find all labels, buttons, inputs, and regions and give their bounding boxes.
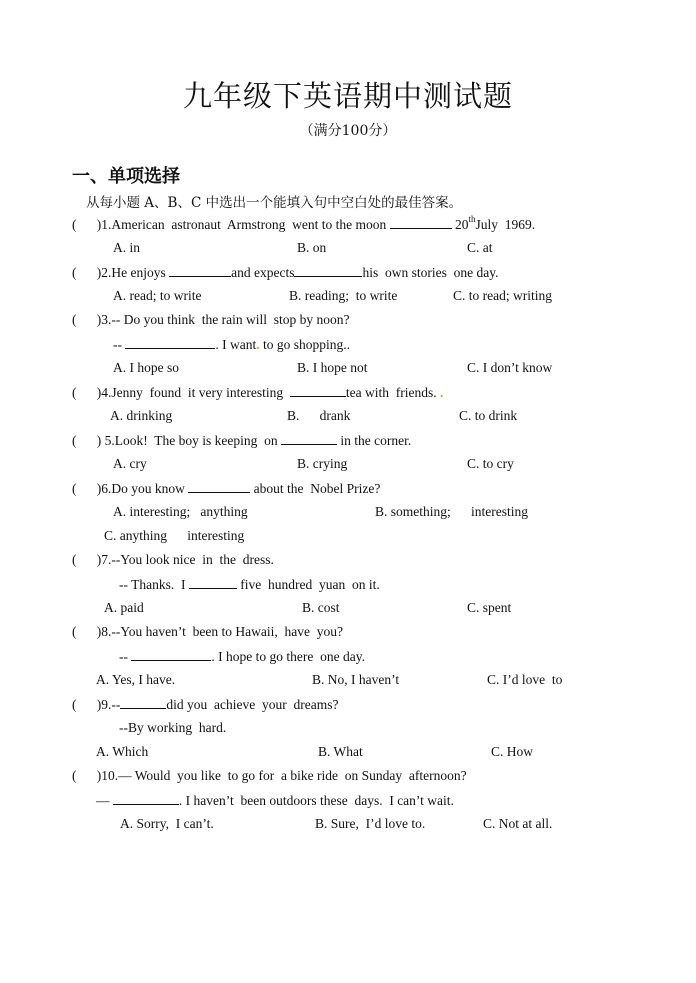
answer-blank — [131, 648, 211, 661]
option-a: A. Sorry, I can’t. — [120, 816, 214, 831]
option-c: C. at — [467, 240, 493, 255]
question-text: . I want — [215, 337, 257, 352]
option-c: C. to drink — [459, 408, 518, 423]
question-number: ( )9. — [72, 697, 112, 712]
option-a: A. I hope so — [113, 360, 179, 375]
option-b: B. No, I haven’t — [312, 672, 400, 687]
question-3-reply: -- . I want. to go shopping.. — [113, 337, 351, 352]
question-text: -- — [111, 697, 121, 712]
question-number: ( )1. — [72, 217, 112, 232]
option-b: B. Sure, I’d love to. — [315, 816, 426, 831]
question-text: in the corner. — [336, 433, 412, 448]
question-number: ( )6. — [72, 481, 112, 496]
option-b: B. crying — [297, 456, 348, 471]
exam-subtitle: （满分100分） — [299, 123, 397, 139]
question-text: American astronaut Armstrong went to the moon — [111, 217, 390, 232]
superscript: th — [468, 214, 476, 224]
option-a: A. interesting; anything — [113, 504, 248, 519]
question-text: about the Nobel Prize? — [250, 481, 381, 496]
exam-title: 九年级下英语期中测试题 — [182, 79, 513, 113]
option-c: C. anything interesting — [104, 528, 245, 543]
option-c: C. to read; writing — [453, 288, 552, 303]
question-number: ( )10. — [72, 768, 119, 783]
option-a: A. drinking — [110, 408, 173, 423]
answer-blank — [120, 696, 166, 709]
option-c: C. I’d love to — [487, 672, 563, 687]
question-3 — [72, 312, 349, 328]
question-text: -- — [113, 337, 126, 352]
question-number: ( ) 5. — [72, 433, 115, 448]
question-8 — [72, 624, 343, 640]
option-b: B. on — [297, 240, 327, 255]
question-text: --You haven’t been to Hawaii, have you? — [111, 624, 343, 639]
option-c: C. I don’t know — [467, 360, 553, 375]
question-text: did you achieve your dreams? — [166, 697, 339, 712]
answer-blank — [188, 480, 250, 493]
question-text: five hundred yuan on it. — [236, 577, 380, 592]
option-b: B. What — [318, 744, 363, 759]
option-b: B. reading; to write — [289, 288, 398, 303]
question-10 — [72, 768, 467, 784]
question-text: — Would you like to go for a bike ride on Sunday afternoon? — [118, 768, 467, 783]
question-text: July 1969. — [475, 217, 536, 232]
option-c: C. spent — [467, 600, 512, 615]
answer-blank — [113, 792, 179, 805]
question-text: 20 — [454, 217, 469, 232]
question-text: He enjoys — [111, 265, 170, 280]
option-b: B. I hope not — [297, 360, 368, 375]
question-text: tea with friends. — [345, 385, 437, 400]
question-7 — [72, 552, 274, 568]
question-4 — [72, 384, 443, 401]
question-text: Do you know — [111, 481, 189, 496]
answer-blank — [390, 216, 452, 229]
option-b: B. drank — [287, 408, 351, 423]
question-6 — [72, 480, 380, 497]
question-text: and expects — [231, 265, 295, 280]
stray-mark: . — [256, 337, 260, 352]
question-text: Jenny found it very interesting — [111, 385, 290, 400]
option-a: A. read; to write — [113, 288, 202, 303]
question-number: ( )3. — [72, 312, 112, 327]
question-text: -- — [119, 649, 132, 664]
question-text: to go shopping. — [259, 337, 347, 352]
section-instruction: 从每小题 A、B、C 中选出一个能填入句中空白处的最佳答案。 — [86, 195, 463, 211]
question-text: . I haven’t been outdoors these days. I can’t wait. — [178, 793, 454, 808]
option-c: C. to cry — [467, 456, 514, 471]
question-5 — [72, 432, 411, 449]
question-8-reply — [119, 648, 365, 665]
answer-blank — [125, 336, 215, 349]
answer-blank — [169, 264, 231, 277]
question-text: Look! The boy is keeping on — [114, 433, 281, 448]
stray-mark: . — [436, 385, 444, 400]
question-number: ( )2. — [72, 265, 112, 280]
question-number: ( )8. — [72, 624, 112, 639]
question-text: -- Thanks. I — [119, 577, 189, 592]
option-a: A. Yes, I have. — [96, 672, 176, 687]
option-a: A. Which — [96, 744, 149, 759]
option-b: B. something; interesting — [375, 504, 528, 519]
question-9 — [72, 696, 338, 713]
question-text: --You look nice in the dress. — [111, 552, 274, 567]
answer-blank — [281, 432, 337, 445]
question-2 — [72, 264, 498, 281]
question-10-reply — [96, 792, 454, 809]
option-c: C. Not at all. — [483, 816, 553, 831]
option-a: A. paid — [104, 600, 144, 615]
question-number: ( )7. — [72, 552, 112, 567]
question-number: ( )4. — [72, 385, 112, 400]
question-text: his own stories one day. — [362, 265, 499, 280]
question-text: -- Do you think the rain will stop by noon? — [111, 312, 350, 327]
question-1 — [72, 216, 535, 233]
question-text: . I hope to go there one day. — [211, 649, 365, 664]
option-a: A. cry — [113, 456, 147, 471]
answer-blank — [294, 264, 362, 277]
option-c: C. How — [491, 744, 534, 759]
question-9-reply: --By working hard. — [119, 720, 227, 735]
question-7-reply — [119, 576, 380, 593]
question-text: — — [96, 793, 113, 808]
answer-blank — [290, 384, 346, 397]
section-heading: 一、单项选择 — [72, 166, 180, 187]
option-a: A. in — [113, 240, 140, 255]
answer-blank — [189, 576, 237, 589]
option-b: B. cost — [302, 600, 340, 615]
